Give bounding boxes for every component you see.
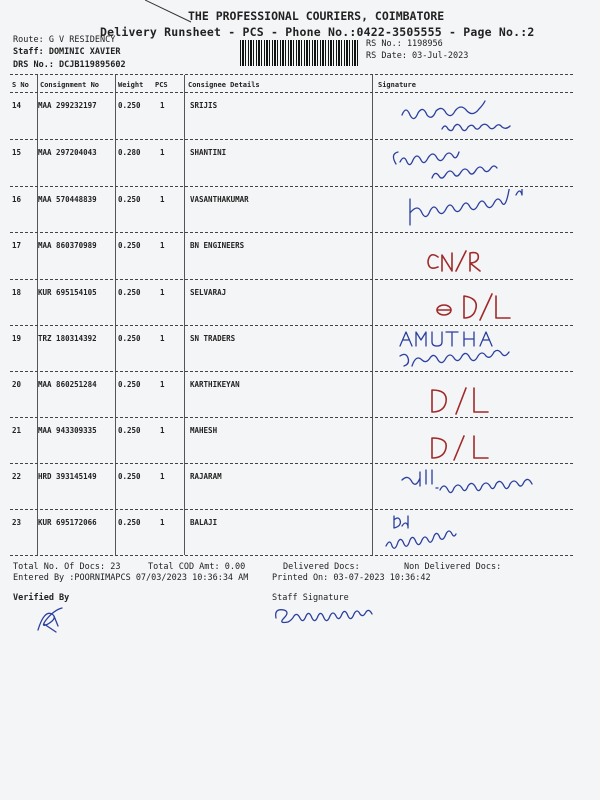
table-row xyxy=(10,372,573,418)
table-row xyxy=(10,510,573,556)
verifier-signature xyxy=(34,604,68,634)
row-sno: 17 xyxy=(12,241,22,250)
row-weight: 0.280 xyxy=(118,148,141,157)
table-bottom-rule xyxy=(10,555,573,556)
row-weight: 0.250 xyxy=(118,472,141,481)
row-weight: 0.250 xyxy=(118,334,141,343)
route-label: Route: G V RESIDENCY xyxy=(13,35,116,45)
signature-scribble xyxy=(382,466,582,508)
signature-scribble xyxy=(382,235,582,277)
table-top-rule xyxy=(10,74,573,75)
row-sno: 22 xyxy=(12,472,22,481)
runsheet-subtitle: Delivery Runsheet - PCS - Phone No.:0422-3505555 - Page No.:2 xyxy=(100,25,535,39)
row-sno: 20 xyxy=(12,380,22,389)
col-consignment: Consignment No xyxy=(40,81,100,89)
row-sno: 16 xyxy=(12,195,22,204)
row-consignee: SHANTINI xyxy=(190,148,227,157)
signature-scribble xyxy=(382,95,582,137)
row-pcs: 1 xyxy=(160,148,165,157)
row-pcs: 1 xyxy=(160,195,165,204)
row-sno: 14 xyxy=(12,101,22,110)
col-weight: Weight xyxy=(118,81,144,89)
row-consignee: VASANTHAKUMAR xyxy=(190,195,249,204)
row-consignee: SN TRADERS xyxy=(190,334,236,343)
row-pcs: 1 xyxy=(160,426,165,435)
barcode xyxy=(240,40,358,66)
table-row xyxy=(10,140,573,186)
printed-on: Printed On: 03-07-2023 10:36:42 xyxy=(272,573,431,583)
signature-scribble xyxy=(382,512,582,554)
total-cod: Total COD Amt: 0.00 xyxy=(148,562,246,572)
row-weight: 0.250 xyxy=(118,101,141,110)
row-sno: 15 xyxy=(12,148,22,157)
row-pcs: 1 xyxy=(160,380,165,389)
signature-scribble xyxy=(382,328,582,370)
row-consignment: KUR 695172066 xyxy=(38,518,97,527)
row-weight: 0.250 xyxy=(118,241,141,250)
table-row xyxy=(10,280,573,326)
table-row xyxy=(10,418,573,464)
row-weight: 0.250 xyxy=(118,288,141,297)
row-consignment: MAA 299232197 xyxy=(38,101,97,110)
row-sno: 21 xyxy=(12,426,22,435)
corner-fold-mark xyxy=(145,0,195,24)
row-weight: 0.250 xyxy=(118,380,141,389)
row-sno: 18 xyxy=(12,288,22,297)
total-docs: Total No. Of Docs: 23 xyxy=(13,562,121,572)
table-row xyxy=(10,93,573,139)
company-title: THE PROFESSIONAL COURIERS, COIMBATORE xyxy=(188,9,445,23)
row-pcs: 1 xyxy=(160,241,165,250)
row-consignee: BALAJI xyxy=(190,518,218,527)
rs-number: RS No.: 1198956 xyxy=(366,39,443,49)
row-pcs: 1 xyxy=(160,518,165,527)
signature-scribble xyxy=(382,189,582,231)
row-consignee: SELVARAJ xyxy=(190,288,227,297)
row-consignee: RAJARAM xyxy=(190,472,222,481)
row-consignment: TRZ 180314392 xyxy=(38,334,97,343)
row-consignee: SRIJIS xyxy=(190,101,218,110)
signature-scribble xyxy=(382,282,582,324)
row-consignment: MAA 860251284 xyxy=(38,380,97,389)
entered-by: Entered By :POORNIMAPCS 07/03/2023 10:36:34 AM xyxy=(13,573,249,583)
row-consignment: MAA 943309335 xyxy=(38,426,97,435)
signature-scribble xyxy=(382,142,582,184)
row-sno: 19 xyxy=(12,334,22,343)
staff-label: Staff: DOMINIC XAVIER xyxy=(13,47,121,57)
row-pcs: 1 xyxy=(160,472,165,481)
row-consignment: HRD 393145149 xyxy=(38,472,97,481)
table-row xyxy=(10,187,573,233)
table-row xyxy=(10,233,573,279)
row-consignment: KUR 695154105 xyxy=(38,288,97,297)
col-sno: S No xyxy=(12,81,29,89)
row-weight: 0.250 xyxy=(118,195,141,204)
row-consignee: BN ENGINEERS xyxy=(190,241,245,250)
verified-by-label: Verified By xyxy=(13,593,70,603)
rs-date: RS Date: 03-Jul-2023 xyxy=(366,51,469,61)
table-row xyxy=(10,464,573,510)
col-signature: Signature xyxy=(378,81,416,89)
row-weight: 0.250 xyxy=(118,518,141,527)
signature-scribble xyxy=(382,420,582,462)
table-row xyxy=(10,326,573,372)
row-sno: 23 xyxy=(12,518,22,527)
drs-number: DRS No.: DCJB119895602 xyxy=(13,60,126,70)
staff-signature-label: Staff Signature xyxy=(272,593,349,603)
col-pcs: PCS xyxy=(155,81,168,89)
row-consignee: MAHESH xyxy=(190,426,218,435)
row-consignment: MAA 570448839 xyxy=(38,195,97,204)
signature-scribble xyxy=(382,374,582,416)
staff-signature xyxy=(270,604,390,626)
row-consignment: MAA 860370989 xyxy=(38,241,97,250)
col-consignee: Consignee Details xyxy=(188,81,260,89)
row-consignment: MAA 297204043 xyxy=(38,148,97,157)
row-pcs: 1 xyxy=(160,101,165,110)
row-weight: 0.250 xyxy=(118,426,141,435)
delivered-docs: Delivered Docs: xyxy=(283,562,360,572)
row-consignee: KARTHIKEYAN xyxy=(190,380,240,389)
row-pcs: 1 xyxy=(160,288,165,297)
non-delivered-docs: Non Delivered Docs: xyxy=(404,562,502,572)
row-pcs: 1 xyxy=(160,334,165,343)
